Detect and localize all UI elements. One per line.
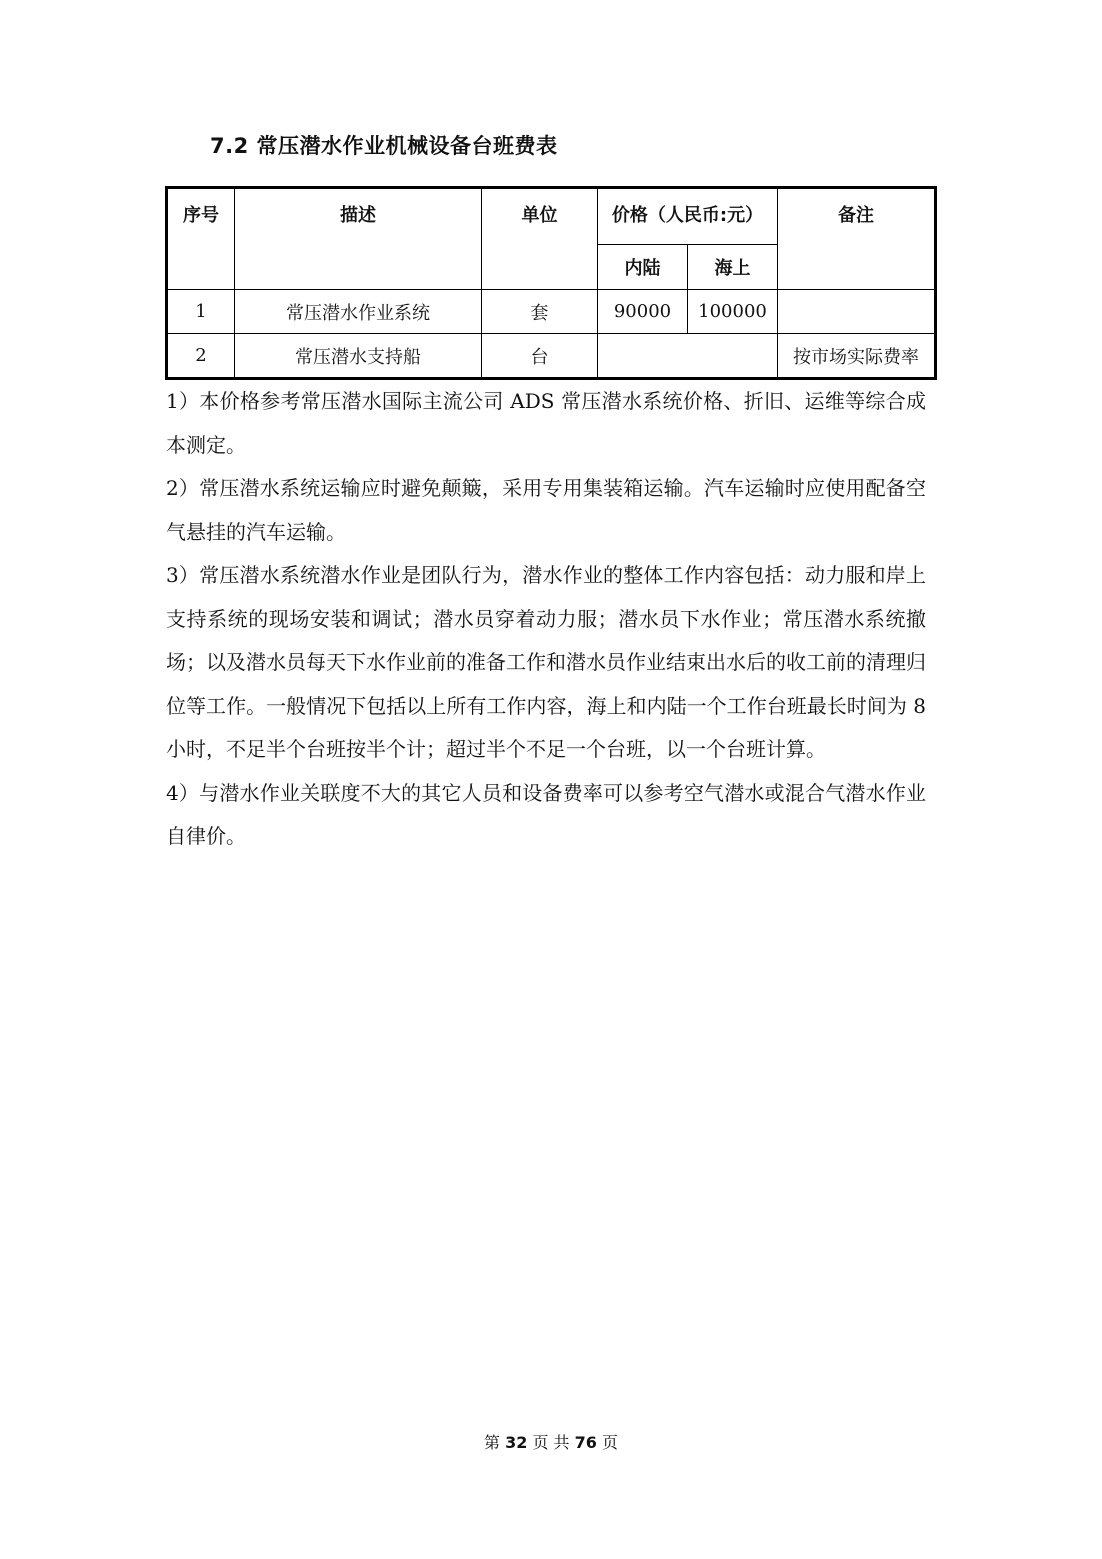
table-row	[167, 290, 936, 334]
section-heading: 7.2 常压潜水作业机械设备台班费表	[210, 134, 558, 158]
notes	[166, 380, 926, 859]
cell-desc: 常压潜水作业系统	[235, 290, 482, 334]
header-unit: 单位	[482, 188, 598, 290]
footer-suffix: 页	[602, 1433, 619, 1452]
cell-unit: 套	[482, 290, 598, 334]
cell-desc: 常压潜水支持船	[235, 334, 482, 379]
header-price: 价格（人民币:元）	[598, 188, 778, 245]
header-desc: 描述	[235, 188, 482, 290]
current-page-number: 32	[505, 1433, 528, 1452]
equipment-fee-table	[165, 186, 937, 380]
cell-offshore: 100000	[688, 290, 778, 334]
header-offshore: 海上	[688, 245, 778, 290]
note-3: 3）常压潜水系统潜水作业是团队行为，潜水作业的整体工作内容包括：动力服和岸上支持系统的现场安装和调试；潜水员穿着动力服；潜水员下水作业；常压潜水系统撤场；以及潜水员每天下水作业前的准备工作和潜水员作业结束出水后的收工前的清理归位等工作。一般情况下包括以上所有工作内容，海上和内陆一个工作台班最长时间为 8 小时，不足半个台班按半个计；超过半个不足一个台班，以一个台班计算。	[166, 563, 926, 761]
header-inland: 内陆	[598, 245, 688, 290]
table-header-row	[167, 188, 936, 245]
cell-remark	[778, 290, 936, 334]
cell-seq: 2	[167, 334, 235, 379]
footer-prefix: 第	[483, 1433, 500, 1452]
cell-unit: 台	[482, 334, 598, 379]
cell-price	[598, 334, 778, 379]
note-2: 2）常压潜水系统运输应时避免颠簸，采用专用集装箱运输。汽车运输时应使用配备空气悬挂的汽车运输。	[166, 476, 926, 544]
cell-remark: 按市场实际费率	[778, 334, 936, 379]
page-footer	[0, 1430, 1102, 1453]
footer-middle: 页 共	[532, 1433, 570, 1452]
note-4: 4）与潜水作业关联度不大的其它人员和设备费率可以参考空气潜水或混合气潜水作业自律价。	[166, 780, 926, 848]
total-page-number: 76	[574, 1433, 597, 1452]
cell-inland: 90000	[598, 290, 688, 334]
header-remark: 备注	[778, 188, 936, 290]
table-row	[167, 334, 936, 379]
cell-seq: 1	[167, 290, 235, 334]
header-seq: 序号	[167, 188, 235, 290]
note-1: 1）本价格参考常压潜水国际主流公司 ADS 常压潜水系统价格、折旧、运维等综合成本测定。	[166, 389, 926, 457]
